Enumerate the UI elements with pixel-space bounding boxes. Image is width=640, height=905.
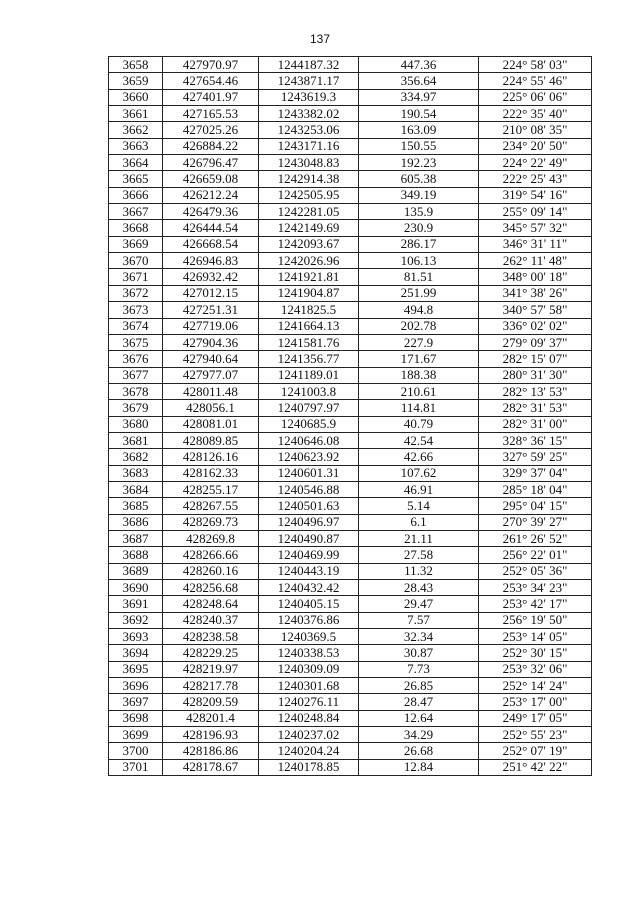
- table-row: [109, 285, 592, 301]
- point-number-cell: 3698: [109, 710, 163, 726]
- bearing-cell: 345° 57' 32": [479, 220, 592, 236]
- bearing-cell: 256° 19' 50": [479, 612, 592, 628]
- point-number-cell: 3680: [109, 416, 163, 432]
- y-coordinate-cell: 1240376.86: [259, 612, 359, 628]
- table-row: [109, 596, 592, 612]
- point-number-cell: 3669: [109, 236, 163, 252]
- point-number-cell: 3679: [109, 400, 163, 416]
- y-coordinate-cell: 1240237.02: [259, 727, 359, 743]
- y-coordinate-cell: 1240204.24: [259, 743, 359, 759]
- bearing-cell: 253° 32' 06": [479, 661, 592, 677]
- table-row: [109, 155, 592, 171]
- table-row: [109, 661, 592, 677]
- table-row: [109, 449, 592, 465]
- y-coordinate-cell: 1242026.96: [259, 253, 359, 269]
- x-coordinate-cell: 428201.4: [163, 710, 259, 726]
- distance-cell: 227.9: [359, 334, 479, 350]
- x-coordinate-cell: 426479.36: [163, 204, 259, 220]
- table-row: [109, 253, 592, 269]
- x-coordinate-cell: 426946.83: [163, 253, 259, 269]
- point-number-cell: 3663: [109, 138, 163, 154]
- distance-cell: 81.51: [359, 269, 479, 285]
- bearing-cell: 295° 04' 15": [479, 498, 592, 514]
- table-row: [109, 563, 592, 579]
- table-row: [109, 645, 592, 661]
- distance-cell: 40.79: [359, 416, 479, 432]
- distance-cell: 251.99: [359, 285, 479, 301]
- x-coordinate-cell: 427401.97: [163, 89, 259, 105]
- distance-cell: 28.47: [359, 694, 479, 710]
- x-coordinate-cell: 427654.46: [163, 73, 259, 89]
- point-number-cell: 3664: [109, 155, 163, 171]
- bearing-cell: 341° 38' 26": [479, 285, 592, 301]
- y-coordinate-cell: 1243871.17: [259, 73, 359, 89]
- y-coordinate-cell: 1240601.31: [259, 465, 359, 481]
- page-number: 137: [309, 32, 331, 46]
- table-row: [109, 612, 592, 628]
- x-coordinate-cell: 426884.22: [163, 138, 259, 154]
- y-coordinate-cell: 1240685.9: [259, 416, 359, 432]
- point-number-cell: 3678: [109, 383, 163, 399]
- table-row: [109, 710, 592, 726]
- y-coordinate-cell: 1240369.5: [259, 629, 359, 645]
- distance-cell: 163.09: [359, 122, 479, 138]
- table-row: [109, 187, 592, 203]
- y-coordinate-cell: 1240797.97: [259, 400, 359, 416]
- distance-cell: 5.14: [359, 498, 479, 514]
- x-coordinate-cell: 427025.26: [163, 122, 259, 138]
- table-row: [109, 171, 592, 187]
- point-number-cell: 3696: [109, 678, 163, 694]
- x-coordinate-cell: 428178.67: [163, 759, 259, 775]
- y-coordinate-cell: 1242281.05: [259, 204, 359, 220]
- distance-cell: 34.29: [359, 727, 479, 743]
- point-number-cell: 3689: [109, 563, 163, 579]
- y-coordinate-cell: 1241825.5: [259, 302, 359, 318]
- table-row: [109, 678, 592, 694]
- bearing-cell: 282° 31' 00": [479, 416, 592, 432]
- bearing-cell: 251° 42' 22": [479, 759, 592, 775]
- distance-cell: 46.91: [359, 481, 479, 497]
- y-coordinate-cell: 1240309.09: [259, 661, 359, 677]
- point-number-cell: 3673: [109, 302, 163, 318]
- bearing-cell: 253° 42' 17": [479, 596, 592, 612]
- table-row: [109, 57, 592, 73]
- distance-cell: 30.87: [359, 645, 479, 661]
- y-coordinate-cell: 1240432.42: [259, 580, 359, 596]
- table-row: [109, 73, 592, 89]
- table-row: [109, 204, 592, 220]
- bearing-cell: 253° 14' 05": [479, 629, 592, 645]
- table-row: [109, 367, 592, 383]
- bearing-cell: 346° 31' 11": [479, 236, 592, 252]
- x-coordinate-cell: 426659.08: [163, 171, 259, 187]
- distance-cell: 334.97: [359, 89, 479, 105]
- distance-cell: 107.62: [359, 465, 479, 481]
- point-number-cell: 3675: [109, 334, 163, 350]
- bearing-cell: 256° 22' 01": [479, 547, 592, 563]
- point-number-cell: 3692: [109, 612, 163, 628]
- bearing-cell: 252° 30' 15": [479, 645, 592, 661]
- bearing-cell: 327° 59' 25": [479, 449, 592, 465]
- point-number-cell: 3681: [109, 432, 163, 448]
- table-row: [109, 727, 592, 743]
- point-number-cell: 3688: [109, 547, 163, 563]
- y-coordinate-cell: 1240501.63: [259, 498, 359, 514]
- bearing-cell: 255° 09' 14": [479, 204, 592, 220]
- y-coordinate-cell: 1243619.3: [259, 89, 359, 105]
- y-coordinate-cell: 1240443.19: [259, 563, 359, 579]
- bearing-cell: 253° 17' 00": [479, 694, 592, 710]
- table-row: [109, 400, 592, 416]
- distance-cell: 28.43: [359, 580, 479, 596]
- bearing-cell: 282° 13' 53": [479, 383, 592, 399]
- point-number-cell: 3699: [109, 727, 163, 743]
- bearing-cell: 222° 25' 43": [479, 171, 592, 187]
- x-coordinate-cell: 428240.37: [163, 612, 259, 628]
- bearing-cell: 280° 31' 30": [479, 367, 592, 383]
- bearing-cell: 282° 31' 53": [479, 400, 592, 416]
- table-row: [109, 269, 592, 285]
- x-coordinate-cell: 428229.25: [163, 645, 259, 661]
- table-row: [109, 122, 592, 138]
- x-coordinate-cell: 428089.85: [163, 432, 259, 448]
- point-number-cell: 3684: [109, 481, 163, 497]
- y-coordinate-cell: 1240546.88: [259, 481, 359, 497]
- distance-cell: 447.36: [359, 57, 479, 73]
- bearing-cell: 252° 55' 23": [479, 727, 592, 743]
- distance-cell: 171.67: [359, 351, 479, 367]
- point-number-cell: 3674: [109, 318, 163, 334]
- point-number-cell: 3676: [109, 351, 163, 367]
- bearing-cell: 340° 57' 58": [479, 302, 592, 318]
- distance-cell: 12.64: [359, 710, 479, 726]
- y-coordinate-cell: 1242093.67: [259, 236, 359, 252]
- table-row: [109, 759, 592, 775]
- distance-cell: 192.23: [359, 155, 479, 171]
- x-coordinate-cell: 426444.54: [163, 220, 259, 236]
- table-row: [109, 334, 592, 350]
- x-coordinate-cell: 427970.97: [163, 57, 259, 73]
- distance-cell: 7.73: [359, 661, 479, 677]
- bearing-cell: 253° 34' 23": [479, 580, 592, 596]
- y-coordinate-cell: 1240496.97: [259, 514, 359, 530]
- point-number-cell: 3665: [109, 171, 163, 187]
- bearing-cell: 282° 15' 07": [479, 351, 592, 367]
- table-row: [109, 236, 592, 252]
- point-number-cell: 3682: [109, 449, 163, 465]
- distance-cell: 26.85: [359, 678, 479, 694]
- point-number-cell: 3677: [109, 367, 163, 383]
- point-number-cell: 3670: [109, 253, 163, 269]
- y-coordinate-cell: 1244187.32: [259, 57, 359, 73]
- distance-cell: 21.11: [359, 530, 479, 546]
- table-row: [109, 383, 592, 399]
- point-number-cell: 3659: [109, 73, 163, 89]
- x-coordinate-cell: 428269.8: [163, 530, 259, 546]
- bearing-cell: 270° 39' 27": [479, 514, 592, 530]
- table-row: [109, 302, 592, 318]
- y-coordinate-cell: 1241921.81: [259, 269, 359, 285]
- x-coordinate-cell: 428217.78: [163, 678, 259, 694]
- distance-cell: 11.32: [359, 563, 479, 579]
- x-coordinate-cell: 428266.66: [163, 547, 259, 563]
- table-row: [109, 547, 592, 563]
- x-coordinate-cell: 428056.1: [163, 400, 259, 416]
- x-coordinate-cell: 428081.01: [163, 416, 259, 432]
- x-coordinate-cell: 428256.68: [163, 580, 259, 596]
- distance-cell: 135.9: [359, 204, 479, 220]
- bearing-cell: 252° 14' 24": [479, 678, 592, 694]
- table-row: [109, 530, 592, 546]
- y-coordinate-cell: 1241664.13: [259, 318, 359, 334]
- distance-cell: 114.81: [359, 400, 479, 416]
- point-number-cell: 3660: [109, 89, 163, 105]
- bearing-cell: 329° 37' 04": [479, 465, 592, 481]
- point-number-cell: 3662: [109, 122, 163, 138]
- table-row: [109, 89, 592, 105]
- bearing-cell: 319° 54' 16": [479, 187, 592, 203]
- y-coordinate-cell: 1240623.92: [259, 449, 359, 465]
- point-number-cell: 3694: [109, 645, 163, 661]
- table-row: [109, 629, 592, 645]
- table-row: [109, 106, 592, 122]
- point-number-cell: 3686: [109, 514, 163, 530]
- bearing-cell: 252° 07' 19": [479, 743, 592, 759]
- x-coordinate-cell: 426932.42: [163, 269, 259, 285]
- x-coordinate-cell: 426668.54: [163, 236, 259, 252]
- x-coordinate-cell: 428196.93: [163, 727, 259, 743]
- x-coordinate-cell: 427977.07: [163, 367, 259, 383]
- bearing-cell: 222° 35' 40": [479, 106, 592, 122]
- bearing-cell: 224° 58' 03": [479, 57, 592, 73]
- x-coordinate-cell: 427719.06: [163, 318, 259, 334]
- point-number-cell: 3695: [109, 661, 163, 677]
- point-number-cell: 3661: [109, 106, 163, 122]
- y-coordinate-cell: 1240276.11: [259, 694, 359, 710]
- distance-cell: 7.57: [359, 612, 479, 628]
- point-number-cell: 3701: [109, 759, 163, 775]
- point-number-cell: 3693: [109, 629, 163, 645]
- point-number-cell: 3691: [109, 596, 163, 612]
- table-row: [109, 514, 592, 530]
- y-coordinate-cell: 1240490.87: [259, 530, 359, 546]
- bearing-cell: 336° 02' 02": [479, 318, 592, 334]
- y-coordinate-cell: 1241581.76: [259, 334, 359, 350]
- table-row: [109, 432, 592, 448]
- table-row: [109, 351, 592, 367]
- table-row: [109, 481, 592, 497]
- x-coordinate-cell: 428248.64: [163, 596, 259, 612]
- y-coordinate-cell: 1241003.8: [259, 383, 359, 399]
- x-coordinate-cell: 428011.48: [163, 383, 259, 399]
- x-coordinate-cell: 426796.47: [163, 155, 259, 171]
- bearing-cell: 285° 18' 04": [479, 481, 592, 497]
- point-number-cell: 3690: [109, 580, 163, 596]
- table-row: [109, 743, 592, 759]
- distance-cell: 29.47: [359, 596, 479, 612]
- x-coordinate-cell: 426212.24: [163, 187, 259, 203]
- distance-cell: 202.78: [359, 318, 479, 334]
- bearing-cell: 328° 36' 15": [479, 432, 592, 448]
- table-row: [109, 220, 592, 236]
- y-coordinate-cell: 1242914.38: [259, 171, 359, 187]
- bearing-cell: 249° 17' 05": [479, 710, 592, 726]
- table-row: [109, 318, 592, 334]
- x-coordinate-cell: 428255.17: [163, 481, 259, 497]
- point-number-cell: 3671: [109, 269, 163, 285]
- distance-cell: 6.1: [359, 514, 479, 530]
- distance-cell: 190.54: [359, 106, 479, 122]
- table-row: [109, 465, 592, 481]
- bearing-cell: 261° 26' 52": [479, 530, 592, 546]
- bearing-cell: 224° 55' 46": [479, 73, 592, 89]
- x-coordinate-cell: 428269.73: [163, 514, 259, 530]
- y-coordinate-cell: 1240405.15: [259, 596, 359, 612]
- distance-cell: 188.38: [359, 367, 479, 383]
- y-coordinate-cell: 1243382.02: [259, 106, 359, 122]
- x-coordinate-cell: 428186.86: [163, 743, 259, 759]
- coordinates-table: [108, 56, 592, 776]
- x-coordinate-cell: 427251.31: [163, 302, 259, 318]
- point-number-cell: 3667: [109, 204, 163, 220]
- distance-cell: 356.64: [359, 73, 479, 89]
- y-coordinate-cell: 1243253.06: [259, 122, 359, 138]
- bearing-cell: 279° 09' 37": [479, 334, 592, 350]
- x-coordinate-cell: 427165.53: [163, 106, 259, 122]
- y-coordinate-cell: 1240301.68: [259, 678, 359, 694]
- point-number-cell: 3687: [109, 530, 163, 546]
- bearing-cell: 224° 22' 49": [479, 155, 592, 171]
- distance-cell: 349.19: [359, 187, 479, 203]
- y-coordinate-cell: 1240646.08: [259, 432, 359, 448]
- bearing-cell: 225° 06' 06": [479, 89, 592, 105]
- y-coordinate-cell: 1240338.53: [259, 645, 359, 661]
- coordinates-table-body: [109, 57, 592, 776]
- distance-cell: 494.8: [359, 302, 479, 318]
- point-number-cell: 3672: [109, 285, 163, 301]
- table-row: [109, 694, 592, 710]
- table-row: [109, 138, 592, 154]
- bearing-cell: 252° 05' 36": [479, 563, 592, 579]
- distance-cell: 286.17: [359, 236, 479, 252]
- bearing-cell: 234° 20' 50": [479, 138, 592, 154]
- y-coordinate-cell: 1242149.69: [259, 220, 359, 236]
- distance-cell: 210.61: [359, 383, 479, 399]
- y-coordinate-cell: 1243048.83: [259, 155, 359, 171]
- point-number-cell: 3697: [109, 694, 163, 710]
- x-coordinate-cell: 428267.55: [163, 498, 259, 514]
- x-coordinate-cell: 428162.33: [163, 465, 259, 481]
- y-coordinate-cell: 1240248.84: [259, 710, 359, 726]
- y-coordinate-cell: 1240469.99: [259, 547, 359, 563]
- y-coordinate-cell: 1241904.87: [259, 285, 359, 301]
- distance-cell: 12.84: [359, 759, 479, 775]
- point-number-cell: 3700: [109, 743, 163, 759]
- x-coordinate-cell: 428260.16: [163, 563, 259, 579]
- distance-cell: 605.38: [359, 171, 479, 187]
- y-coordinate-cell: 1241189.01: [259, 367, 359, 383]
- x-coordinate-cell: 427012.15: [163, 285, 259, 301]
- point-number-cell: 3683: [109, 465, 163, 481]
- bearing-cell: 210° 08' 35": [479, 122, 592, 138]
- table-row: [109, 580, 592, 596]
- point-number-cell: 3685: [109, 498, 163, 514]
- distance-cell: 150.55: [359, 138, 479, 154]
- distance-cell: 26.68: [359, 743, 479, 759]
- x-coordinate-cell: 428238.58: [163, 629, 259, 645]
- x-coordinate-cell: 427904.36: [163, 334, 259, 350]
- point-number-cell: 3658: [109, 57, 163, 73]
- distance-cell: 42.54: [359, 432, 479, 448]
- x-coordinate-cell: 428209.59: [163, 694, 259, 710]
- distance-cell: 230.9: [359, 220, 479, 236]
- y-coordinate-cell: 1241356.77: [259, 351, 359, 367]
- y-coordinate-cell: 1243171.16: [259, 138, 359, 154]
- table-row: [109, 416, 592, 432]
- point-number-cell: 3668: [109, 220, 163, 236]
- x-coordinate-cell: 428126.16: [163, 449, 259, 465]
- x-coordinate-cell: 428219.97: [163, 661, 259, 677]
- x-coordinate-cell: 427940.64: [163, 351, 259, 367]
- y-coordinate-cell: 1242505.95: [259, 187, 359, 203]
- bearing-cell: 348° 00' 18": [479, 269, 592, 285]
- distance-cell: 27.58: [359, 547, 479, 563]
- distance-cell: 32.34: [359, 629, 479, 645]
- point-number-cell: 3666: [109, 187, 163, 203]
- distance-cell: 42.66: [359, 449, 479, 465]
- distance-cell: 106.13: [359, 253, 479, 269]
- table-row: [109, 498, 592, 514]
- y-coordinate-cell: 1240178.85: [259, 759, 359, 775]
- bearing-cell: 262° 11' 48": [479, 253, 592, 269]
